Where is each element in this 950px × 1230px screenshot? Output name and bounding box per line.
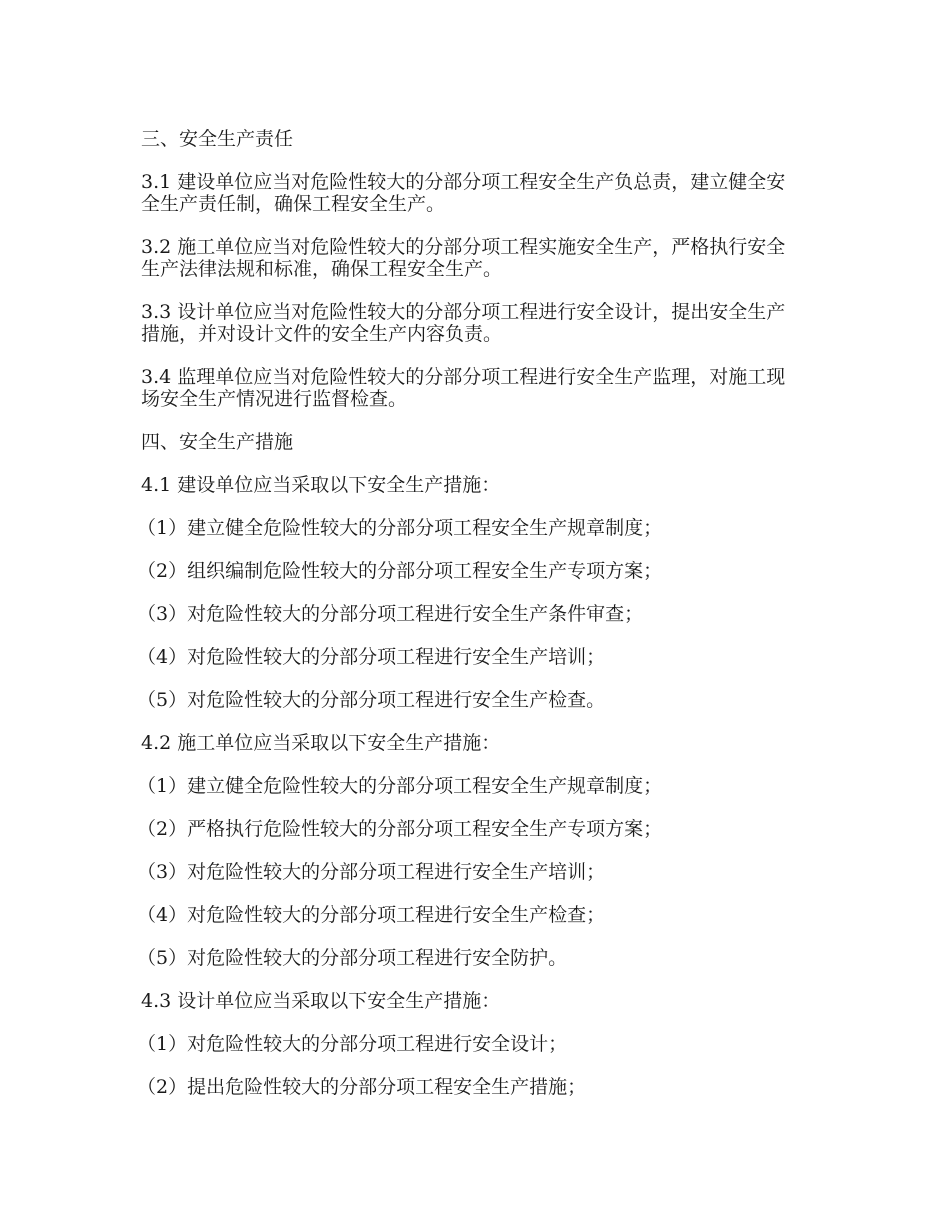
list-item: （5）对危险性较大的分部分项工程进行安全生产检查。 xyxy=(137,689,606,711)
list-item: （1）对危险性较大的分部分项工程进行安全设计； xyxy=(137,1033,568,1055)
paragraph-3-1: 3.1 建设单位应当对危险性较大的分部分项工程安全生产负总责，建立健全安全生产责任制，确保工程安全生产。 xyxy=(141,171,786,215)
list-item: （3）对危险性较大的分部分项工程进行安全生产培训； xyxy=(137,861,606,883)
document-body xyxy=(137,128,801,1119)
subsection-4-2-title: 4.2 施工单位应当采取以下安全生产措施： xyxy=(141,732,501,754)
paragraph-3-4: 3.4 监理单位应当对危险性较大的分部分项工程进行安全生产监理，对施工现场安全生产情况进行监督检查。 xyxy=(141,366,786,410)
list-item: （1）建立健全危险性较大的分部分项工程安全生产规章制度； xyxy=(137,517,663,539)
list-item: （4）对危险性较大的分部分项工程进行安全生产培训； xyxy=(137,646,606,668)
list-item: （2）组织编制危险性较大的分部分项工程安全生产专项方案； xyxy=(137,560,663,582)
list-item: （3）对危险性较大的分部分项工程进行安全生产条件审查； xyxy=(137,603,644,625)
list-item: （2）严格执行危险性较大的分部分项工程安全生产专项方案； xyxy=(137,818,663,840)
subsection-4-1-title: 4.1 建设单位应当采取以下安全生产措施： xyxy=(141,474,501,496)
list-item: （2）提出危险性较大的分部分项工程安全生产措施； xyxy=(137,1076,587,1098)
paragraph-3-2: 3.2 施工单位应当对危险性较大的分部分项工程实施安全生产，严格执行安全生产法律法规和标准，确保工程安全生产。 xyxy=(141,236,786,280)
section-4-heading: 四、安全生产措施 xyxy=(141,431,294,453)
list-item: （5）对危险性较大的分部分项工程进行安全防护。 xyxy=(137,947,568,969)
section-3-heading: 三、安全生产责任 xyxy=(141,128,294,150)
list-item: （4）对危险性较大的分部分项工程进行安全生产检查； xyxy=(137,904,606,926)
list-item: （1）建立健全危险性较大的分部分项工程安全生产规章制度； xyxy=(137,775,663,797)
paragraph-3-3: 3.3 设计单位应当对危险性较大的分部分项工程进行安全设计，提出安全生产措施，并对设计文件的安全生产内容负责。 xyxy=(141,301,786,345)
subsection-4-3-title: 4.3 设计单位应当采取以下安全生产措施： xyxy=(141,990,501,1012)
